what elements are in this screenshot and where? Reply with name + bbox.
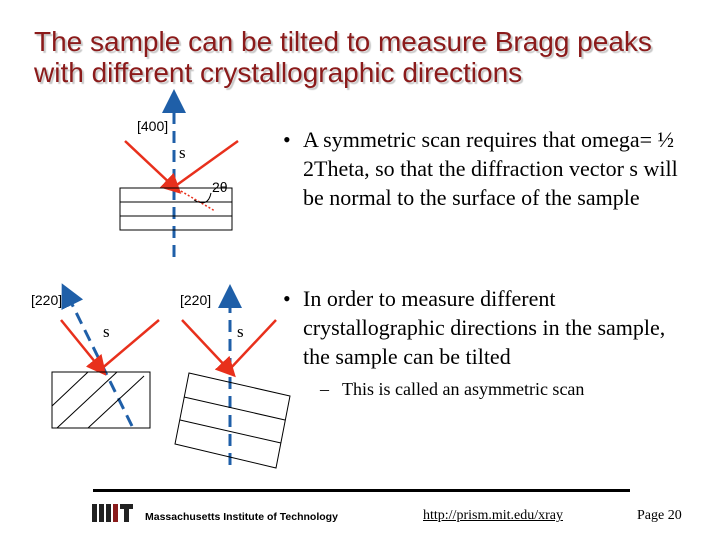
bullet-symmetric-scan xyxy=(283,125,683,212)
bullet-mark: • xyxy=(283,286,291,311)
institute-name: Massachusetts Institute of Technology xyxy=(145,511,338,523)
bullet-tilted-sample xyxy=(283,284,683,371)
incident-beam xyxy=(182,320,229,370)
s-vector-label: s xyxy=(237,322,244,341)
bullet-text: This is called an asymmetric scan xyxy=(342,379,585,399)
s-vector-label: s xyxy=(179,143,186,162)
incident-beam xyxy=(61,320,100,368)
lattice-plane xyxy=(57,372,117,428)
angle-arc xyxy=(194,193,211,203)
direction-label-220-left: [220] xyxy=(31,292,63,308)
bullet-mark: • xyxy=(283,127,291,152)
bullet-mark: – xyxy=(320,379,329,399)
asymmetric-scan-figure-right xyxy=(175,292,290,468)
bullet-text: In order to measure different crystallographic directions in the sample, the sample can be tilted xyxy=(303,286,666,369)
two-theta-label: 2θ xyxy=(212,179,228,195)
symmetric-scan-figure xyxy=(120,101,238,257)
mit-logo-icon xyxy=(92,502,134,524)
lattice-plane xyxy=(52,372,88,406)
page-number: Page 20 xyxy=(637,508,682,523)
footer-divider xyxy=(93,489,630,492)
tilted-sample-block xyxy=(175,373,290,468)
s-vector-label: s xyxy=(103,322,110,341)
incident-beam xyxy=(125,141,174,187)
lattice-plane xyxy=(184,397,285,420)
direction-label-400: [400] xyxy=(137,118,169,134)
diffraction-vector xyxy=(67,294,132,426)
sub-bullet-asymmetric-scan xyxy=(320,377,700,401)
asymmetric-scan-figure-left xyxy=(31,292,159,428)
lattice-plane xyxy=(88,376,144,428)
direction-label-220-right: [220] xyxy=(180,292,212,308)
footer-link[interactable]: http://prism.mit.edu/xray xyxy=(423,508,563,523)
bullet-text: A symmetric scan requires that omega= ½ 2Theta, so that the diffraction vector s will be normal to the surface of the sample xyxy=(303,127,678,210)
slide-title: The sample can be tilted to measure Bragg peaks with different crystallographic directions xyxy=(34,26,652,88)
